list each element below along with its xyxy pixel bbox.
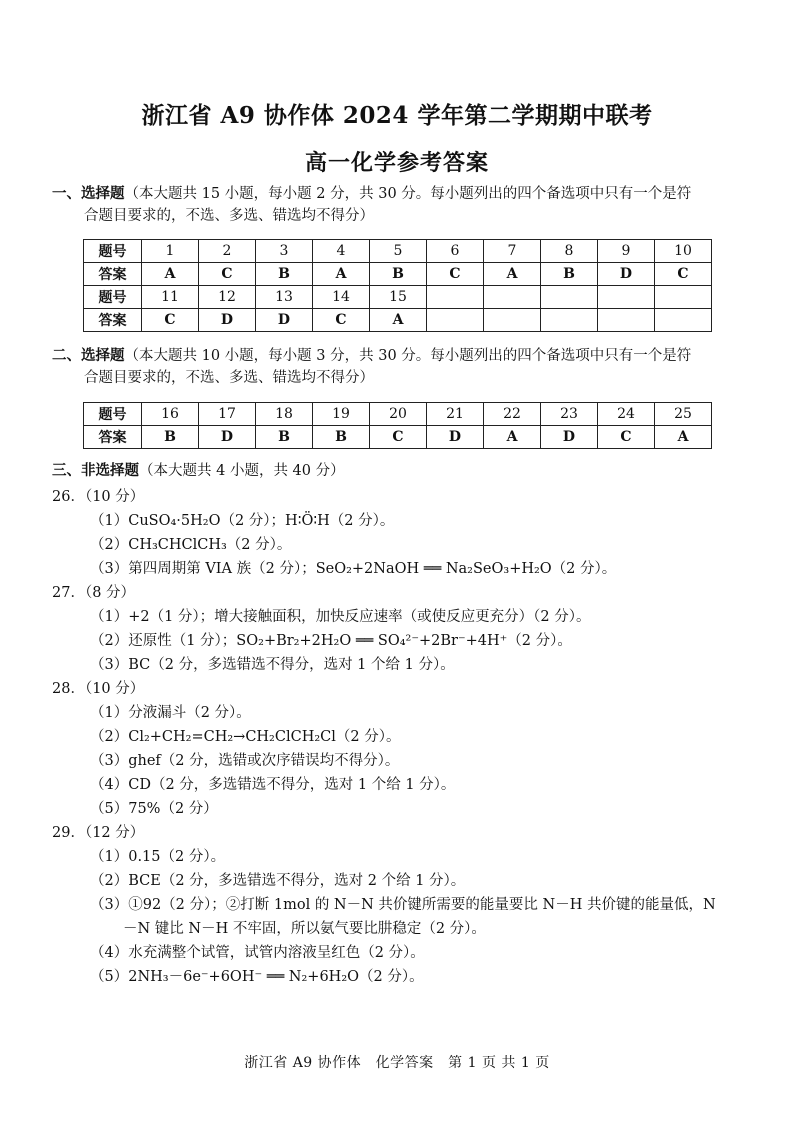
answer-cell: B bbox=[256, 263, 313, 286]
q27-answer-2: （2）还原性（1 分）；SO₂+Br₂+2H₂O ══ SO₄²⁻+2Br⁻+4H⁺（2 分）。 bbox=[90, 633, 572, 649]
empty-cell bbox=[427, 309, 484, 332]
answer-cell: A bbox=[484, 263, 541, 286]
q29-answer-3b: －N 键比 N－H 不牢固，所以氨气要比肼稳定（2 分）。 bbox=[123, 921, 486, 937]
section2-heading: 二、选择题 bbox=[52, 347, 125, 364]
q28-answer-1: （1）分液漏斗（2 分）。 bbox=[90, 705, 251, 721]
q29-header: 29．（12 分） bbox=[52, 825, 145, 841]
question-number: 21 bbox=[427, 403, 484, 426]
question-number: 9 bbox=[598, 240, 655, 263]
section2-desc-2: 合题目要求的，不选、多选、错选均不得分） bbox=[84, 370, 374, 386]
label-answer: 答案 bbox=[84, 426, 142, 449]
answer-cell: B bbox=[370, 263, 427, 286]
answer-cell: B bbox=[256, 426, 313, 449]
question-number: 14 bbox=[313, 286, 370, 309]
answer-cell: D bbox=[598, 263, 655, 286]
q28-header: 28．（10 分） bbox=[52, 681, 145, 697]
question-number: 18 bbox=[256, 403, 313, 426]
q29-answer-2: （2）BCE（2 分，多选错选不得分，选对 2 个给 1 分）。 bbox=[90, 873, 466, 889]
empty-cell bbox=[541, 309, 598, 332]
empty-cell bbox=[484, 309, 541, 332]
section1-heading: 一、选择题 bbox=[52, 185, 125, 202]
table-row bbox=[84, 263, 712, 286]
question-number: 3 bbox=[256, 240, 313, 263]
q28-answer-4: （4）CD（2 分，多选错选不得分，选对 1 个给 1 分）。 bbox=[90, 777, 456, 793]
page-subtitle: 高一化学参考答案 bbox=[304, 150, 489, 176]
answer-cell: A bbox=[313, 263, 370, 286]
question-number: 23 bbox=[541, 403, 598, 426]
question-number: 13 bbox=[256, 286, 313, 309]
section3-desc: （本大题共 4 小题，共 40 分） bbox=[139, 463, 345, 479]
question-number: 16 bbox=[142, 403, 199, 426]
question-number: 2 bbox=[199, 240, 256, 263]
label-answer: 答案 bbox=[84, 309, 142, 332]
label-question-number: 题号 bbox=[84, 286, 142, 309]
q26-answer-3: （3）第四周期第 VIA 族（2 分）；SeO₂+2NaOH ══ Na₂SeO₃+H₂O（2 分）。 bbox=[90, 561, 617, 577]
empty-cell bbox=[484, 286, 541, 309]
table-row bbox=[84, 403, 712, 426]
question-number: 22 bbox=[484, 403, 541, 426]
q26-answer-2: （2）CH₃CHClCH₃（2 分）。 bbox=[90, 537, 292, 553]
section2-desc-1: （本大题共 10 小题，每小题 3 分，共 30 分。每小题列出的四个备选项中只有一个是符 bbox=[124, 348, 692, 364]
section3-heading: 三、非选择题 bbox=[52, 462, 139, 479]
empty-cell bbox=[541, 286, 598, 309]
answer-cell: C bbox=[427, 263, 484, 286]
answer-cell: A bbox=[484, 426, 541, 449]
q27-answer-3: （3）BC（2 分，多选错选不得分，选对 1 个给 1 分）。 bbox=[90, 657, 455, 673]
empty-cell bbox=[655, 309, 712, 332]
answer-cell: A bbox=[142, 263, 199, 286]
answer-cell: D bbox=[199, 426, 256, 449]
q29-answer-5: （5）2NH₃－6e⁻+6OH⁻ ══ N₂+6H₂O（2 分）。 bbox=[90, 969, 424, 985]
empty-cell bbox=[427, 286, 484, 309]
answer-cell: C bbox=[199, 263, 256, 286]
page-title: 浙江省 A9 协作体 2024 学年第二学期期中联考 bbox=[141, 102, 653, 129]
empty-cell bbox=[598, 309, 655, 332]
label-answer: 答案 bbox=[84, 263, 142, 286]
section2-answer-table bbox=[83, 402, 712, 449]
table-row bbox=[84, 286, 712, 309]
answer-cell: B bbox=[313, 426, 370, 449]
question-number: 7 bbox=[484, 240, 541, 263]
label-question-number: 题号 bbox=[84, 403, 142, 426]
question-number: 24 bbox=[598, 403, 655, 426]
answer-cell: C bbox=[313, 309, 370, 332]
q26-answer-1: （1）CuSO₄·5H₂O（2 分）；H∶Ö∶H（2 分）。 bbox=[90, 513, 395, 529]
table-row bbox=[84, 309, 712, 332]
q28-answer-2: （2）Cl₂+CH₂=CH₂→CH₂ClCH₂Cl（2 分）。 bbox=[90, 729, 401, 745]
answer-cell: D bbox=[199, 309, 256, 332]
section1-desc-1: （本大题共 15 小题，每小题 2 分，共 30 分。每小题列出的四个备选项中只有一个是符 bbox=[124, 186, 692, 202]
question-number: 19 bbox=[313, 403, 370, 426]
answer-cell: C bbox=[655, 263, 712, 286]
section1-answer-table bbox=[83, 239, 712, 332]
empty-cell bbox=[655, 286, 712, 309]
q29-answer-3a: （3）①92（2 分）；②打断 1mol 的 N－N 共价键所需要的能量要比 N－H 共价键的能量低，N bbox=[90, 897, 716, 913]
q29-answer-1: （1）0.15（2 分）。 bbox=[90, 849, 226, 865]
q26-header: 26．（10 分） bbox=[52, 489, 145, 505]
q27-answer-1: （1）+2（1 分）；增大接触面积，加快反应速率（或使反应更充分）（2 分）。 bbox=[90, 609, 591, 625]
question-number: 10 bbox=[655, 240, 712, 263]
section3-instructions bbox=[52, 460, 752, 482]
answer-cell: D bbox=[427, 426, 484, 449]
question-number: 1 bbox=[142, 240, 199, 263]
answer-cell: D bbox=[541, 426, 598, 449]
section1-desc-2: 合题目要求的，不选、多选、错选均不得分） bbox=[84, 208, 374, 224]
answer-cell: D bbox=[256, 309, 313, 332]
empty-cell bbox=[598, 286, 655, 309]
page-footer: 浙江省 A9 协作体 化学答案 第 1 页 共 1 页 bbox=[244, 1055, 550, 1071]
table-row bbox=[84, 426, 712, 449]
question-number: 11 bbox=[142, 286, 199, 309]
question-number: 20 bbox=[370, 403, 427, 426]
answer-cell: C bbox=[142, 309, 199, 332]
question-number: 25 bbox=[655, 403, 712, 426]
question-number: 17 bbox=[199, 403, 256, 426]
answer-cell: A bbox=[655, 426, 712, 449]
q29-answer-4: （4）水充满整个试管，试管内溶液呈红色（2 分）。 bbox=[90, 945, 425, 961]
q27-header: 27．（8 分） bbox=[52, 585, 136, 601]
answer-cell: C bbox=[598, 426, 655, 449]
section2-instructions bbox=[52, 345, 752, 389]
question-number: 5 bbox=[370, 240, 427, 263]
question-number: 8 bbox=[541, 240, 598, 263]
question-number: 15 bbox=[370, 286, 427, 309]
question-number: 6 bbox=[427, 240, 484, 263]
answer-cell: B bbox=[142, 426, 199, 449]
question-number: 12 bbox=[199, 286, 256, 309]
table-row bbox=[84, 240, 712, 263]
question-number: 4 bbox=[313, 240, 370, 263]
answer-cell: C bbox=[370, 426, 427, 449]
q28-answer-5: （5）75%（2 分） bbox=[90, 801, 218, 817]
answer-cell: A bbox=[370, 309, 427, 332]
answer-cell: B bbox=[541, 263, 598, 286]
label-question-number: 题号 bbox=[84, 240, 142, 263]
q28-answer-3: （3）ghef（2 分，选错或次序错误均不得分）。 bbox=[90, 753, 400, 769]
section1-instructions bbox=[52, 183, 752, 227]
